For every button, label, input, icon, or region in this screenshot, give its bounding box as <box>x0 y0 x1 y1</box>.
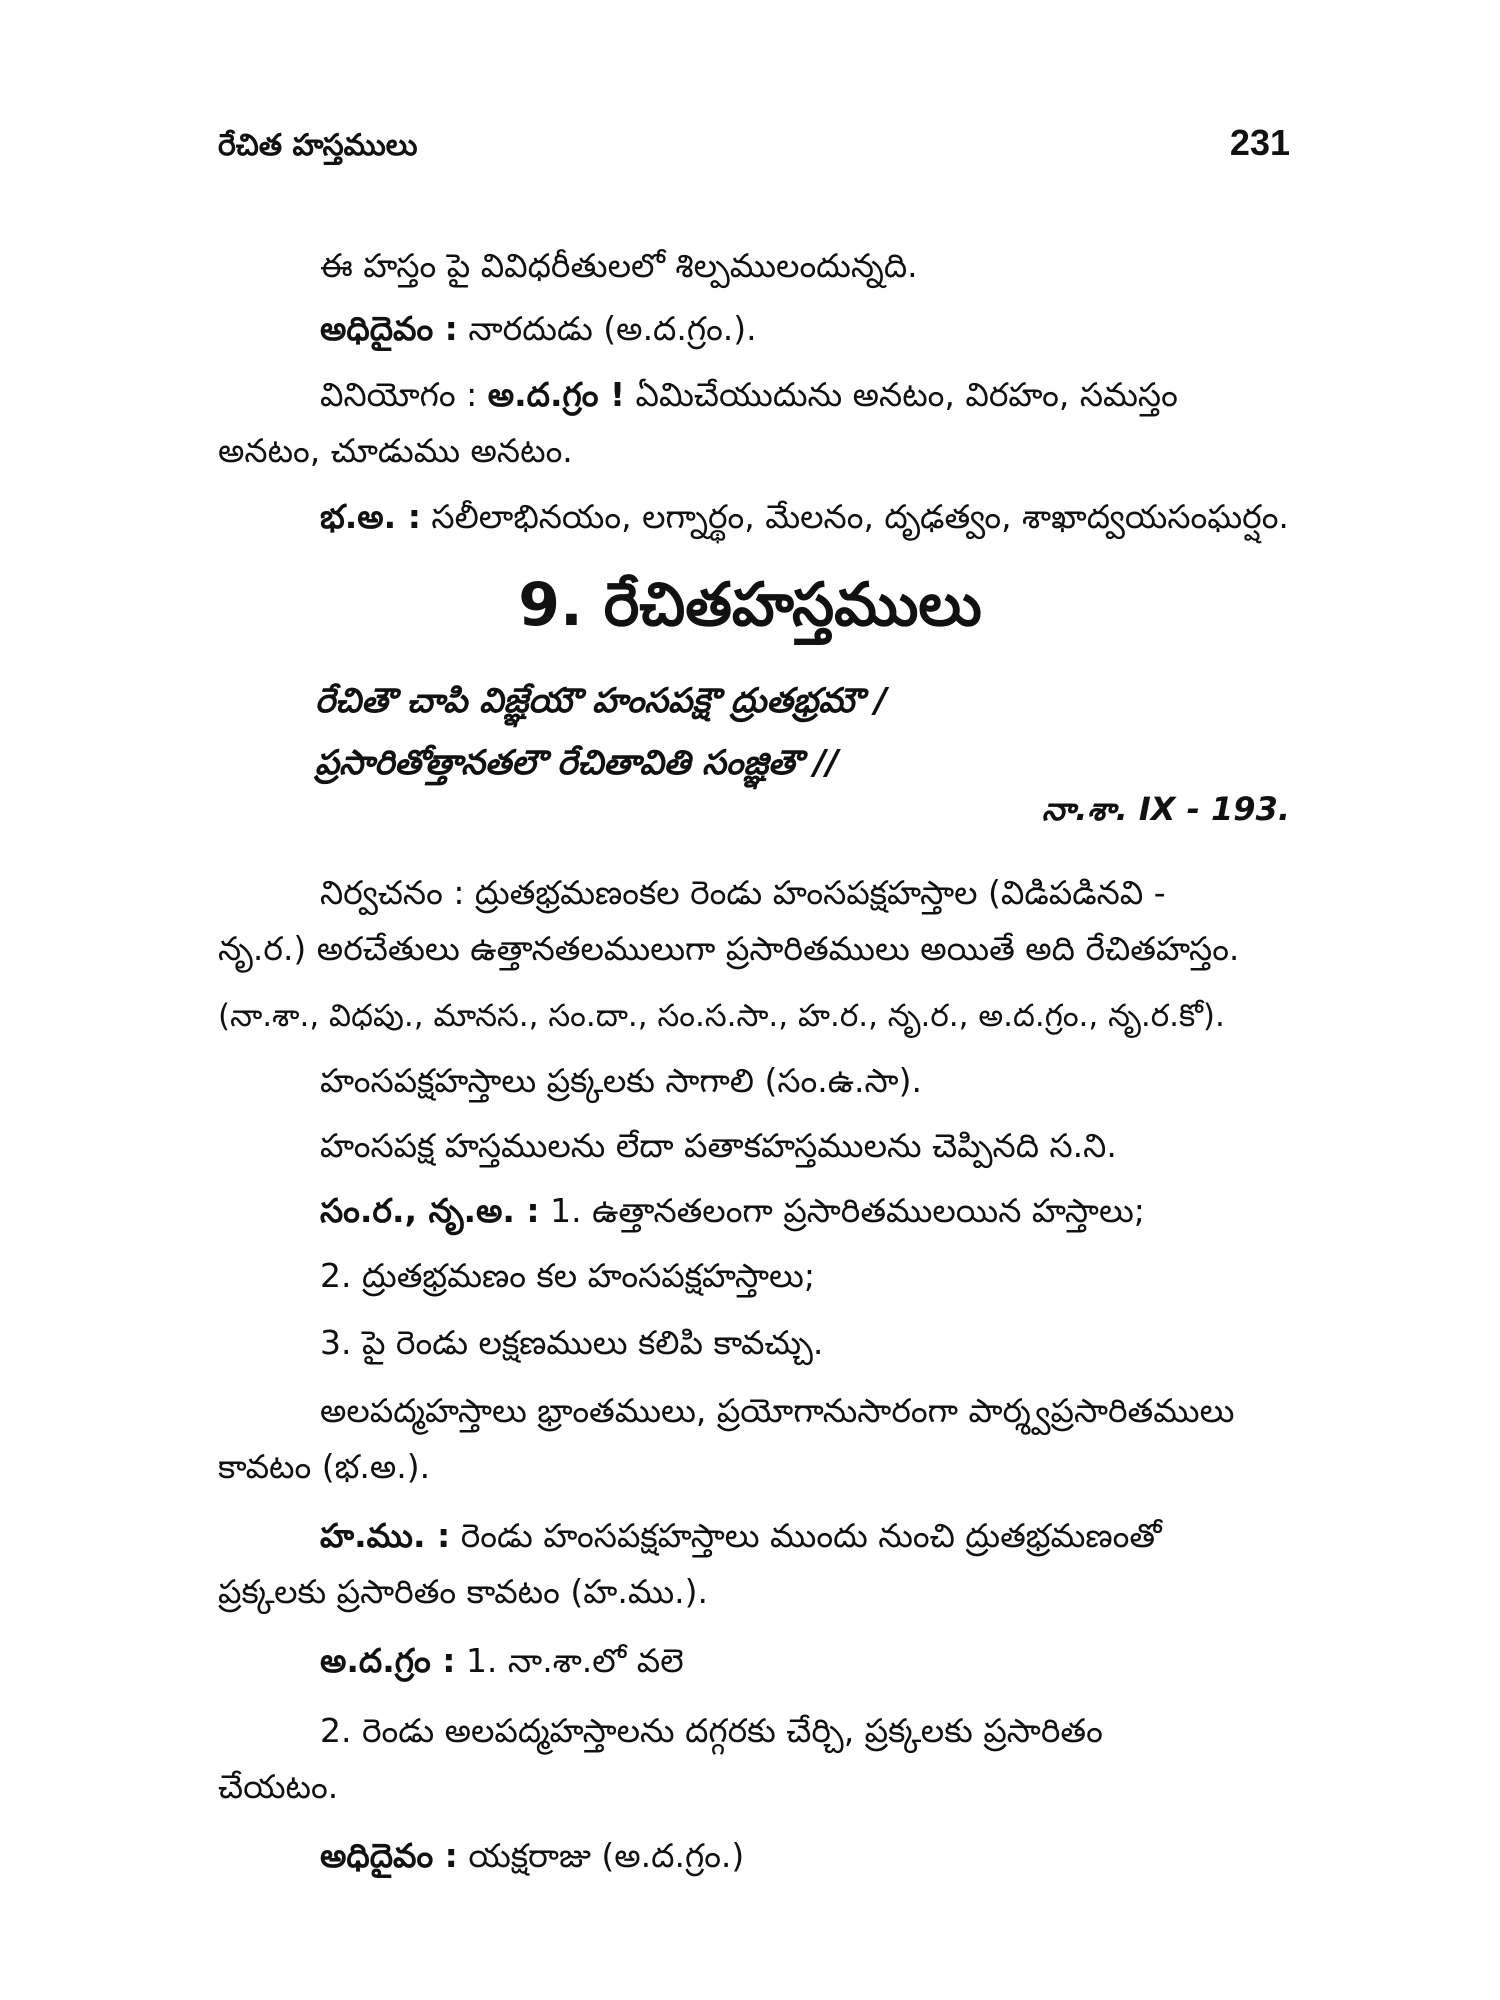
bha-text: సలీలాభినయం, లగ్నార్థం, మేలనం, దృఢత్వం, శాఖాద్వయసంఘర్షం. <box>431 497 1289 536</box>
samra-item-2: 2. ద్రుతభ్రమణం కల హంసపక్షహస్తాలు; <box>320 1256 815 1295</box>
adhidaivam-label: అధిదైవం : <box>320 309 458 348</box>
paragraph-samra <box>320 1180 1145 1242</box>
adhidaivam2-label: అధిదైవం : <box>320 1836 458 1875</box>
paragraph-sculpture <box>320 235 918 297</box>
adgr-item-2: 2. రెండు అలపద్మహస్తాలను దగ్గరకు చేర్చి, ప్రక్కలకు ప్రసారితం <box>320 1711 1103 1750</box>
section-heading: 9. రేచితహస్తములు <box>518 570 982 640</box>
paragraph-hamsa-1: హంసపక్షహస్తాలు ప్రక్కలకు సాగాలి (సం.ఉ.సా). <box>320 1061 922 1100</box>
paragraph-hamsa-2: హంసపక్ష హస్తములను లేదా పతాకహస్తములను చెప్పినది స.ని. <box>320 1126 1117 1165</box>
paragraph-viniyogam <box>320 364 1178 426</box>
paragraph-viniyogam-cont <box>218 420 573 482</box>
verse-line-1: రేచితౌ చాపి విజ్ఞేయౌ హంసపక్షౌ ద్రుతభ్రమౌ / <box>315 681 887 721</box>
page-number: 231 <box>1229 122 1290 163</box>
adgr-item-2-cont: చేయటం. <box>218 1767 339 1806</box>
bha-label: భ.అ. : <box>320 497 421 536</box>
paragraph-nirvachanam: నిర్వచనం : ద్రుతభ్రమణంకల రెండు హంసపక్షహస్తాల (విడిపడినవి - <box>320 873 1166 912</box>
running-head: రేచిత హస్తములు <box>218 128 418 163</box>
verse-line-2: ప్రసారితోత్తానతలౌ రేచితావితి సంజ్ఞితౌ // <box>315 743 839 783</box>
verse-source: నా.శా. IX - 193. <box>1041 790 1290 828</box>
hamu-text: రెండు హంసపక్షహస్తాలు ముందు నుంచి ద్రుతభ్రమణంతో <box>460 1516 1162 1555</box>
viniyogam-cont-text: అనటం, చూడుము అనటం. <box>218 431 573 470</box>
adhidaivam2-text: యక్షరాజు (అ.ద.గ్రం.) <box>468 1836 745 1875</box>
viniyogam-source: అ.ద.గ్రం ! <box>487 375 626 414</box>
paragraph-text: ఈ హస్తం పై వివిధరీతులలో శిల్పములందున్నది. <box>320 246 918 285</box>
paragraph-alapadma: అలపద్మహస్తాలు భ్రాంతములు, ప్రయోగానుసారంగా పార్శ్వప్రసారితములు <box>320 1391 1235 1430</box>
hamu-label: హ.ము. : <box>320 1516 451 1555</box>
adgr-label: అ.ద.గ్రం : <box>320 1641 456 1680</box>
adhidaivam-text: నారదుడు (అ.ద.గ్రం.). <box>468 309 757 348</box>
paragraph-hamu-cont: ప్రక్కలకు ప్రసారితం కావటం (హ.ము.). <box>218 1572 709 1611</box>
paragraph-references: (నా.శా., విధపు., మానస., సం.దా., సం.స.సా., హ.ర., నృ.ర., అ.ద.గ్రం., నృ.ర.కో). <box>218 998 1225 1034</box>
samra-item-1: 1. ఉత్తానతలంగా ప్రసారితములయిన హస్తాలు; <box>550 1191 1145 1230</box>
paragraph-hamu <box>320 1505 1162 1567</box>
paragraph-bha <box>320 486 1289 548</box>
paragraph-alapadma-cont: కావటం (భ.అ.). <box>218 1447 431 1486</box>
viniyogam-text: ఏమిచేయుదును అనటం, విరహం, సమస్తం <box>635 375 1178 414</box>
samra-label: సం.ర., నృ.అ. : <box>320 1191 540 1230</box>
paragraph-adhidaivam-2 <box>320 1825 744 1887</box>
paragraph-adhidaivam <box>320 298 757 360</box>
adgr-item-1: 1. నా.శా.లో వలె <box>465 1641 684 1680</box>
paragraph-nirvachanam-cont: నృ.ర.) అరచేతులు ఉత్తానతలములుగా ప్రసారితములు అయితే అది రేచితహస్తం. <box>218 929 1240 968</box>
samra-item-3: 3. పై రెండు లక్షణములు కలిపి కావచ్చు. <box>320 1323 824 1362</box>
viniyogam-label: వినియోగం : <box>320 375 478 414</box>
paragraph-adgr <box>320 1630 684 1692</box>
